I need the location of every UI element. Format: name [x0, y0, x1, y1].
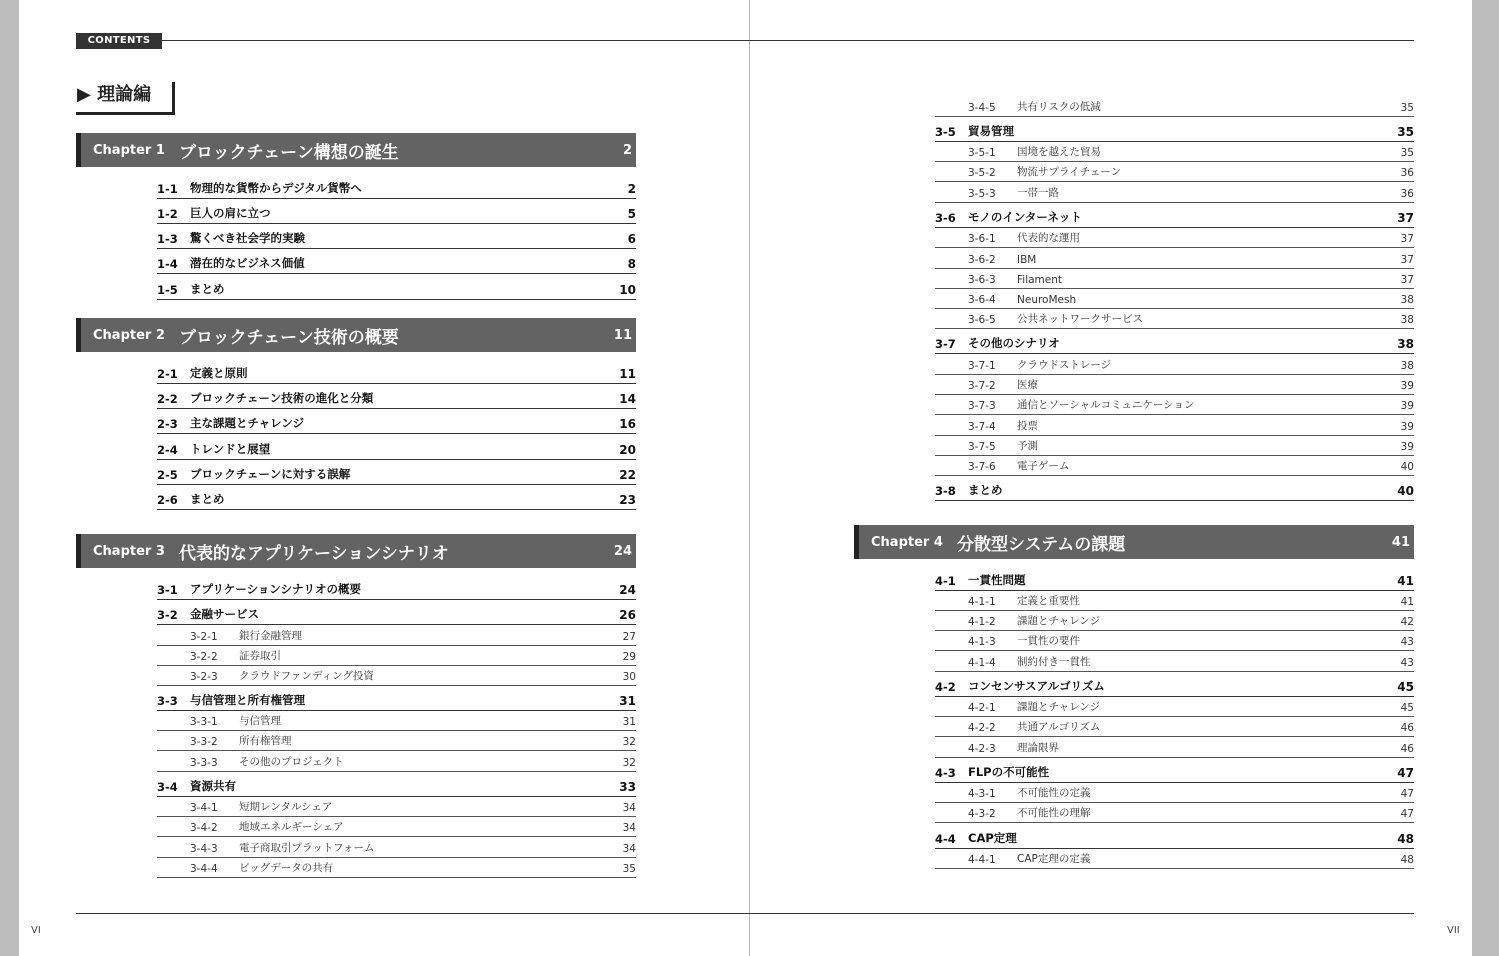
entry-title: 与信管理と所有権管理: [190, 693, 305, 707]
entry-number: 2-2: [157, 392, 178, 406]
entry-page: 14: [619, 392, 636, 406]
toc-subsection-row[interactable]: [935, 249, 1414, 269]
toc-section-row[interactable]: [935, 763, 1414, 783]
entry-title: 不可能性の定義: [1017, 787, 1091, 799]
toc-subsection-row[interactable]: [935, 228, 1414, 248]
entry-page: 35: [1397, 125, 1414, 139]
toc-subsection-row[interactable]: [935, 436, 1414, 456]
toc-subsection-row[interactable]: [935, 456, 1414, 476]
entry-page: 34: [622, 843, 636, 855]
entry-page: 5: [627, 207, 636, 221]
toc-subsection-row[interactable]: [935, 416, 1414, 436]
entry-title: 理論限界: [1017, 742, 1059, 754]
entry-title: 共有リスクの低減: [1017, 101, 1101, 113]
entry-title: 一貫性問題: [968, 573, 1026, 587]
toc-section-row[interactable]: [157, 364, 636, 384]
toc-section-row[interactable]: [157, 389, 636, 409]
entry-number: 3-4-2: [190, 822, 218, 834]
entry-number: 3-5-2: [968, 167, 996, 179]
entry-number: 3-5: [935, 125, 956, 139]
entry-number: 2-1: [157, 367, 178, 381]
toc-subsection-row[interactable]: [935, 142, 1414, 162]
entry-number: 4-2-2: [968, 722, 996, 734]
entry-page: 46: [1400, 722, 1414, 734]
entry-title: IBM: [1017, 254, 1037, 266]
entry-title: CAP定理: [968, 831, 1017, 845]
entry-title: FLPの不可能性: [968, 765, 1050, 779]
toc-subsection-row[interactable]: [157, 838, 636, 858]
entry-number: 3-5-1: [968, 147, 996, 159]
entry-title: 国境を越えた貿易: [1017, 146, 1101, 158]
entry-title: ビッグデータの共有: [239, 862, 334, 874]
chapter-page: 41: [1391, 534, 1410, 550]
toc-subsection-row[interactable]: [935, 269, 1414, 289]
toc-subsection-row[interactable]: [935, 309, 1414, 329]
toc-section-row[interactable]: [157, 605, 636, 625]
entry-page: 34: [622, 822, 636, 834]
entry-title: 制約付き一貫性: [1017, 656, 1091, 668]
entry-number: 3-3: [157, 694, 178, 708]
chapter-title: 代表的なアプリケーションシナリオ: [179, 543, 449, 564]
entry-page: 37: [1397, 211, 1414, 225]
entry-number: 2-5: [157, 468, 178, 482]
entry-title: 資源共有: [190, 779, 236, 793]
entry-number: 3-4-4: [190, 863, 218, 875]
entry-title: 電子ゲーム: [1017, 460, 1070, 472]
chapter-3-banner[interactable]: [76, 534, 636, 568]
toc-section-row[interactable]: [157, 280, 636, 300]
entry-number: 1-4: [157, 257, 178, 271]
entry-title: モノのインターネット: [968, 210, 1082, 224]
entry-number: 3-8: [935, 484, 956, 498]
entry-number: 3-7-4: [968, 421, 996, 433]
entry-page: 34: [622, 802, 636, 814]
entry-number: 1-3: [157, 232, 178, 246]
header-rule: [76, 40, 1414, 41]
entry-number: 3-7-6: [968, 461, 996, 473]
entry-title: トレンドと展望: [190, 442, 271, 456]
chapter-label: Chapter 1: [93, 142, 165, 158]
toc-subsection-row[interactable]: [157, 731, 636, 751]
entry-number: 3-7-2: [968, 380, 996, 392]
toc-section-row[interactable]: [935, 829, 1414, 849]
toc-section-row[interactable]: [157, 777, 636, 797]
entry-number: 4-1-2: [968, 616, 996, 628]
entry-title: 課題とチャレンジ: [1017, 701, 1101, 713]
entry-title: ブロックチェーンに対する誤解: [190, 467, 351, 481]
entry-title: クラウドファンディング投資: [239, 670, 374, 682]
entry-page: 23: [619, 493, 636, 507]
entry-page: 41: [1397, 574, 1414, 588]
toc-subsection-row[interactable]: [935, 355, 1414, 375]
entry-number: 4-1: [935, 574, 956, 588]
entry-page: 38: [1400, 360, 1414, 372]
entry-page: 6: [627, 232, 636, 246]
chapter-page: 11: [613, 327, 632, 343]
entry-title: 予測: [1017, 440, 1038, 452]
entry-number: 4-2: [935, 680, 956, 694]
entry-title: 地域エネルギーシェア: [239, 821, 344, 833]
entry-number: 4-3-1: [968, 788, 996, 800]
entry-number: 3-7-1: [968, 360, 996, 372]
entry-page: 31: [622, 716, 636, 728]
entry-title: 通信とソーシャルコミュニケーション: [1017, 399, 1195, 411]
entry-title: 巨人の肩に立つ: [190, 206, 271, 220]
entry-page: 38: [1400, 294, 1414, 306]
toc-section-row[interactable]: [935, 334, 1414, 354]
entry-title: まとめ: [968, 483, 1003, 497]
entry-page: 48: [1397, 832, 1414, 846]
entry-number: 3-2-1: [190, 631, 218, 643]
entry-page: 45: [1400, 702, 1414, 714]
chapter-title: 分散型システムの課題: [957, 534, 1126, 555]
entry-number: 3-6-2: [968, 254, 996, 266]
entry-title: 証券取引: [239, 650, 281, 662]
entry-page: 22: [619, 468, 636, 482]
toc-section-row[interactable]: [935, 481, 1414, 501]
toc-subsection-row[interactable]: [935, 849, 1414, 869]
entry-page: 30: [622, 671, 636, 683]
entry-title: まとめ: [190, 282, 225, 296]
toc-section-row[interactable]: [157, 229, 636, 249]
entry-title: 公共ネットワークサービス: [1017, 313, 1143, 325]
entry-page: 37: [1400, 274, 1414, 286]
contents-label: CONTENTS: [76, 33, 162, 49]
toc-section-row[interactable]: [157, 440, 636, 460]
entry-title: 短期レンタルシェア: [239, 801, 333, 813]
toc-subsection-row[interactable]: [935, 375, 1414, 395]
entry-page: 39: [1400, 380, 1414, 392]
entry-title: 与信管理: [239, 715, 281, 727]
entry-title: 主な課題とチャレンジ: [190, 416, 305, 430]
entry-title: 不可能性の理解: [1017, 807, 1091, 819]
toc-subsection-row[interactable]: [935, 183, 1414, 203]
entry-title: アプリケーションシナリオの概要: [190, 582, 361, 596]
entry-page: 24: [619, 583, 636, 597]
entry-number: 3-7: [935, 337, 956, 351]
entry-title: 定義と重要性: [1017, 595, 1080, 607]
entry-number: 3-5-3: [968, 188, 996, 200]
chapter-title: ブロックチェーン技術の概要: [179, 327, 399, 348]
toc-section-row[interactable]: [157, 179, 636, 199]
toc-section-row[interactable]: [157, 691, 636, 711]
entry-page: 32: [622, 757, 636, 769]
part-title: ▶ 理論編: [76, 82, 175, 115]
entry-title: 医療: [1017, 379, 1038, 391]
entry-page: 29: [622, 651, 636, 663]
entry-title: 金融サービス: [190, 607, 259, 621]
entry-title: 貿易管理: [968, 124, 1014, 138]
toc-subsection-row[interactable]: [157, 797, 636, 817]
entry-number: 3-6-3: [968, 274, 996, 286]
entry-number: 4-2-1: [968, 702, 996, 714]
toc-subsection-row[interactable]: [935, 97, 1414, 117]
entry-page: 10: [619, 283, 636, 297]
entry-title: 驚くべき社会学的実験: [190, 231, 305, 245]
entry-page: 37: [1400, 233, 1414, 245]
page-number-left: VI: [31, 925, 41, 936]
spread-gutter: [749, 0, 750, 956]
entry-number: 1-5: [157, 283, 178, 297]
entry-title: 所有権管理: [239, 735, 292, 747]
toc-section-row[interactable]: [157, 465, 636, 485]
entry-number: 2-6: [157, 493, 178, 507]
toc-subsection-row[interactable]: [935, 652, 1414, 672]
entry-page: 8: [627, 257, 636, 271]
toc-subsection-row[interactable]: [935, 717, 1414, 737]
entry-page: 37: [1400, 254, 1414, 266]
toc-subsection-row[interactable]: [935, 162, 1414, 182]
entry-page: 47: [1400, 788, 1414, 800]
chapter-label: Chapter 3: [93, 543, 165, 559]
entry-title: 電子商取引プラットフォーム: [239, 842, 375, 854]
entry-title: 物流サプライチェーン: [1017, 166, 1122, 178]
entry-title: 代表的な運用: [1017, 232, 1080, 244]
entry-page: 20: [619, 443, 636, 457]
toc-section-row[interactable]: [157, 254, 636, 274]
entry-number: 3-6: [935, 211, 956, 225]
entry-page: 41: [1400, 596, 1414, 608]
entry-page: 33: [619, 780, 636, 794]
entry-number: 1-1: [157, 182, 178, 196]
entry-number: 2-4: [157, 443, 178, 457]
toc-subsection-row[interactable]: [157, 626, 636, 646]
entry-number: 3-2: [157, 608, 178, 622]
entry-number: 4-2-3: [968, 743, 996, 755]
chapter-label: Chapter 2: [93, 327, 165, 343]
toc-subsection-row[interactable]: [935, 697, 1414, 717]
entry-page: 48: [1400, 854, 1414, 866]
entry-page: 27: [622, 631, 636, 643]
page-number-right: VII: [1447, 925, 1460, 936]
entry-page: 38: [1397, 337, 1414, 351]
toc-subsection-row[interactable]: [935, 738, 1414, 758]
toc-subsection-row[interactable]: [157, 711, 636, 731]
entry-number: 3-7-3: [968, 400, 996, 412]
toc-subsection-row[interactable]: [157, 666, 636, 686]
entry-page: 39: [1400, 441, 1414, 453]
entry-title: 潜在的なビジネス価値: [190, 256, 305, 270]
toc-subsection-row[interactable]: [157, 858, 636, 878]
entry-number: 4-4: [935, 832, 956, 846]
entry-title: NeuroMesh: [1017, 294, 1077, 306]
entry-page: 42: [1400, 616, 1414, 628]
toc-subsection-row[interactable]: [935, 395, 1414, 415]
entry-page: 38: [1400, 314, 1414, 326]
entry-page: 11: [619, 367, 636, 381]
chapter-title: ブロックチェーン構想の誕生: [179, 142, 399, 163]
chapter-label: Chapter 4: [871, 534, 943, 550]
entry-title: ブロックチェーン技術の進化と分類: [190, 391, 374, 405]
toc-section-row[interactable]: [157, 204, 636, 224]
entry-page: 39: [1400, 421, 1414, 433]
entry-number: 1-2: [157, 207, 178, 221]
entry-number: 4-4-1: [968, 854, 996, 866]
entry-number: 3-4-1: [190, 802, 218, 814]
entry-title: その他のプロジェクト: [239, 756, 344, 768]
entry-title: 物理的な貨幣からデジタル貨幣へ: [190, 181, 362, 195]
entry-page: 31: [619, 694, 636, 708]
entry-number: 3-4-3: [190, 843, 218, 855]
chapter-2-banner[interactable]: [76, 318, 636, 352]
entry-number: 4-1-1: [968, 596, 996, 608]
chapter-1-banner[interactable]: [76, 133, 636, 167]
entry-number: 4-3: [935, 766, 956, 780]
entry-page: 35: [1400, 102, 1414, 114]
entry-number: 3-3-3: [190, 757, 218, 769]
toc-section-row[interactable]: [157, 490, 636, 510]
entry-title: 一貫性の要件: [1017, 635, 1080, 647]
toc-section-row[interactable]: [935, 122, 1414, 142]
toc-subsection-row[interactable]: [935, 591, 1414, 611]
toc-section-row[interactable]: [935, 677, 1414, 697]
entry-page: 35: [1400, 147, 1414, 159]
toc-subsection-row[interactable]: [157, 817, 636, 837]
entry-page: 32: [622, 736, 636, 748]
toc-section-row[interactable]: [935, 208, 1414, 228]
toc-section-row[interactable]: [935, 571, 1414, 591]
entry-page: 2: [627, 182, 636, 196]
toc-subsection-row[interactable]: [935, 611, 1414, 631]
entry-number: 3-7-5: [968, 441, 996, 453]
entry-number: 3-6-1: [968, 233, 996, 245]
entry-number: 4-3-2: [968, 808, 996, 820]
entry-number: 4-1-4: [968, 657, 996, 669]
toc-subsection-row[interactable]: [157, 646, 636, 666]
entry-number: 3-1: [157, 583, 178, 597]
entry-page: 43: [1400, 636, 1414, 648]
entry-page: 36: [1400, 188, 1414, 200]
toc-subsection-row[interactable]: [935, 289, 1414, 309]
entry-title: 投票: [1017, 420, 1038, 432]
entry-number: 3-6-4: [968, 294, 996, 306]
entry-title: Filament: [1017, 274, 1063, 286]
toc-subsection-row[interactable]: [935, 803, 1414, 823]
entry-page: 26: [619, 608, 636, 622]
entry-page: 45: [1397, 680, 1414, 694]
entry-page: 46: [1400, 743, 1414, 755]
entry-number: 3-4: [157, 780, 178, 794]
entry-number: 3-3-1: [190, 716, 218, 728]
entry-title: その他のシナリオ: [968, 336, 1060, 350]
entry-page: 47: [1397, 766, 1414, 780]
entry-title: 課題とチャレンジ: [1017, 615, 1101, 627]
entry-title: 銀行金融管理: [239, 630, 302, 642]
entry-number: 3-6-5: [968, 314, 996, 326]
entry-title: 定義と原則: [190, 366, 248, 380]
entry-number: 3-2-3: [190, 671, 218, 683]
entry-title: 共通アルゴリズム: [1017, 721, 1101, 733]
entry-page: 16: [619, 417, 636, 431]
toc-subsection-row[interactable]: [157, 752, 636, 772]
entry-page: 47: [1400, 808, 1414, 820]
entry-page: 40: [1397, 484, 1414, 498]
entry-title: コンセンサスアルゴリズム: [968, 679, 1105, 693]
entry-number: 3-4-5: [968, 102, 996, 114]
entry-page: 39: [1400, 400, 1414, 412]
entry-number: 4-1-3: [968, 636, 996, 648]
entry-page: 36: [1400, 167, 1414, 179]
entry-title: CAP定理の定義: [1017, 853, 1091, 865]
chapter-4-banner[interactable]: [854, 525, 1414, 559]
entry-page: 35: [622, 863, 636, 875]
chapter-page: 24: [613, 543, 632, 559]
toc-subsection-row[interactable]: [935, 783, 1414, 803]
entry-title: まとめ: [190, 492, 225, 506]
footer-rule: [76, 913, 1414, 914]
entry-title: 一帯一路: [1017, 187, 1059, 199]
toc-section-row[interactable]: [157, 414, 636, 434]
entry-number: 2-3: [157, 417, 178, 431]
toc-subsection-row[interactable]: [935, 631, 1414, 651]
entry-number: 3-3-2: [190, 736, 218, 748]
entry-page: 40: [1400, 461, 1414, 473]
entry-page: 43: [1400, 657, 1414, 669]
entry-number: 3-2-2: [190, 651, 218, 663]
toc-section-row[interactable]: [157, 580, 636, 600]
chapter-page: 2: [622, 142, 632, 158]
entry-title: クラウドストレージ: [1017, 359, 1112, 371]
